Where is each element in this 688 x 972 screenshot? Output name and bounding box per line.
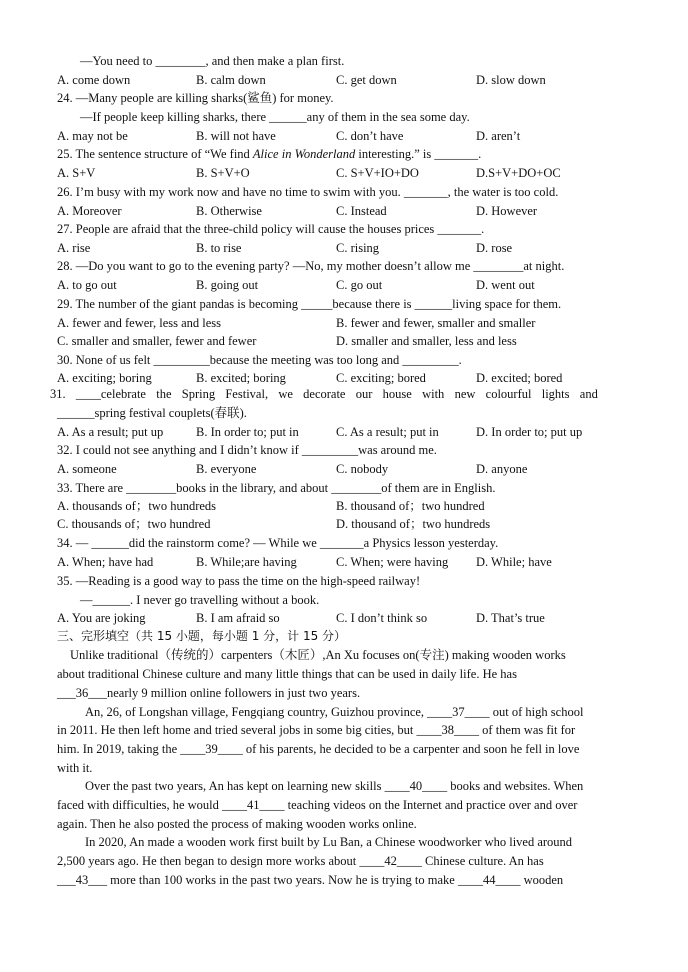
passage-line bbox=[0, 759, 688, 777]
option-c[interactable]: C. nobody bbox=[336, 462, 389, 476]
option-c[interactable]: C. go out bbox=[336, 278, 383, 292]
passage-text: in 2011. He then left home and tried several jobs in some big cities, but ____38____ of them was fit for bbox=[57, 723, 576, 737]
option-c[interactable]: C. Instead bbox=[336, 204, 387, 218]
question-text: 29. The number of the giant pandas is becoming _____because there is ______living space for them. bbox=[57, 297, 562, 311]
passage-line bbox=[0, 833, 688, 851]
question-text: 26. I’m busy with my work now and have no time to swim with you. _______, the water is too cold. bbox=[57, 185, 559, 199]
passage-line bbox=[0, 665, 688, 683]
option-a[interactable]: A. to go out bbox=[57, 278, 117, 292]
passage-line bbox=[0, 796, 688, 814]
option-b[interactable]: B. going out bbox=[196, 278, 259, 292]
question-35-stem-2 bbox=[0, 591, 688, 609]
passage-text: 2,500 years ago. He then began to design more works about ____42____ Chinese culture. An has bbox=[57, 854, 544, 868]
option-b[interactable]: B. fewer and fewer, smaller and smaller bbox=[336, 316, 536, 330]
option-c[interactable]: C. smaller and smaller, fewer and fewer bbox=[57, 334, 257, 348]
option-b[interactable]: B. excited; boring bbox=[196, 371, 286, 385]
question-text: —______. I never go travelling without a book. bbox=[80, 593, 320, 607]
option-c[interactable]: C. thousands of；two hundred bbox=[57, 517, 211, 531]
option-a[interactable]: A. As a result; put up bbox=[57, 425, 164, 439]
passage-line bbox=[0, 852, 688, 870]
question-29-options-row-1 bbox=[0, 314, 688, 332]
question-33-stem bbox=[0, 479, 688, 497]
passage-text: Over the past two years, An has kept on learning new skills ____40____ books and websites. When bbox=[85, 779, 584, 793]
section-heading bbox=[0, 627, 688, 645]
question-text: 33. There are ________books in the library, and about ________of them are in English. bbox=[57, 481, 496, 495]
option-a[interactable]: A. may not be bbox=[57, 129, 128, 143]
option-b[interactable]: B. While;are having bbox=[196, 555, 297, 569]
question-23-options bbox=[0, 71, 688, 89]
option-b[interactable]: B. thousand of；two hundred bbox=[336, 499, 485, 513]
question-text: 30. None of us felt _________because the meeting was too long and _________. bbox=[57, 353, 462, 367]
option-c[interactable]: C. When; were having bbox=[336, 555, 449, 569]
question-29-stem bbox=[0, 295, 688, 313]
option-a[interactable]: A. You are joking bbox=[57, 611, 146, 625]
passage-line bbox=[0, 721, 688, 739]
passage-text: with it. bbox=[57, 761, 93, 775]
section-title: 三、完形填空（共 15 小题，每小题 1 分，计 15 分） bbox=[57, 629, 347, 643]
question-text: —If people keep killing sharks, there ______any of them in the sea some day. bbox=[80, 110, 470, 124]
question-29-options-row-2 bbox=[0, 332, 688, 350]
question-text: 28. —Do you want to go to the evening party? —No, my mother doesn’t allow me ________at night. bbox=[57, 259, 565, 273]
question-32-stem bbox=[0, 441, 688, 459]
option-a[interactable]: A. S+V bbox=[57, 166, 96, 180]
option-a[interactable]: A. exciting; boring bbox=[57, 371, 152, 385]
option-d[interactable]: D. In order to; put up bbox=[476, 425, 583, 439]
question-text: 34. — ______did the rainstorm come? — While we _______a Physics lesson yesterday. bbox=[57, 536, 499, 550]
option-a[interactable]: A. thousands of；two hundreds bbox=[57, 499, 217, 513]
passage-line bbox=[0, 740, 688, 758]
option-b[interactable]: B. S+V+O bbox=[196, 166, 250, 180]
question-33-options-row-2 bbox=[0, 515, 688, 533]
option-b[interactable]: B. everyone bbox=[196, 462, 257, 476]
option-d[interactable]: D. While; have bbox=[476, 555, 552, 569]
passage-line bbox=[0, 777, 688, 795]
option-a[interactable]: A. When; have had bbox=[57, 555, 154, 569]
passage-line bbox=[0, 646, 688, 664]
question-27-options bbox=[0, 239, 688, 257]
passage-text: about traditional Chinese culture and many little things that can be used in daily life. He has bbox=[57, 667, 517, 681]
passage-text: again. Then he also posted the process of making wooden works online. bbox=[57, 817, 417, 831]
question-23-stem bbox=[0, 52, 688, 70]
question-33-options-row-1 bbox=[0, 497, 688, 515]
option-c[interactable]: C. don’t have bbox=[336, 129, 404, 143]
option-c[interactable]: C. As a result; put in bbox=[336, 425, 439, 439]
question-28-stem bbox=[0, 257, 688, 275]
question-25-stem bbox=[0, 145, 688, 163]
passage-text: him. In 2019, taking the ____39____ of his parents, he decided to be a carpenter and soon he fell in love bbox=[57, 742, 580, 756]
option-c[interactable]: C. rising bbox=[336, 241, 380, 255]
question-26-stem bbox=[0, 183, 688, 201]
option-b[interactable]: B. In order to; put in bbox=[196, 425, 299, 439]
option-b[interactable]: B. I am afraid so bbox=[196, 611, 280, 625]
option-d[interactable]: D. thousand of；two hundreds bbox=[336, 517, 491, 531]
question-28-options bbox=[0, 276, 688, 294]
passage-line bbox=[0, 815, 688, 833]
question-25-options bbox=[0, 164, 688, 182]
question-34-options bbox=[0, 553, 688, 571]
passage-text: In 2020, An made a wooden work first built by Lu Ban, a Chinese woodworker who lived around bbox=[85, 835, 573, 849]
option-b[interactable]: B. will not have bbox=[196, 129, 276, 143]
option-d[interactable]: D. smaller and smaller, less and less bbox=[336, 334, 517, 348]
question-24-stem-2 bbox=[0, 108, 688, 126]
question-text: 32. I could not see anything and I didn’t know if _________was around me. bbox=[57, 443, 437, 457]
question-34-stem bbox=[0, 534, 688, 552]
option-a[interactable]: A. rise bbox=[57, 241, 91, 255]
question-31-stem-2 bbox=[0, 404, 688, 422]
question-26-options bbox=[0, 202, 688, 220]
passage-line bbox=[0, 703, 688, 721]
question-24-options bbox=[0, 127, 688, 145]
passage-line bbox=[0, 871, 688, 889]
option-d[interactable]: D. anyone bbox=[476, 462, 528, 476]
question-27-stem bbox=[0, 220, 688, 238]
option-a[interactable]: A. Moreover bbox=[57, 204, 122, 218]
question-text: 31. ____celebrate the Spring Festival, we decorate our house with new colourful lights and bbox=[50, 387, 598, 401]
option-d[interactable]: D. excited; bored bbox=[476, 371, 563, 385]
option-b[interactable]: B. to rise bbox=[196, 241, 242, 255]
option-c[interactable]: C. S+V+IO+DO bbox=[336, 166, 419, 180]
option-c[interactable]: C. exciting; bored bbox=[336, 371, 426, 385]
option-a[interactable]: A. come down bbox=[57, 73, 131, 87]
option-d[interactable]: D. That’s true bbox=[476, 611, 545, 625]
option-c[interactable]: C. I don’t think so bbox=[336, 611, 428, 625]
passage-text: An, 26, of Longshan village, Fengqiang country, Guizhou province, ____37____ out of high school bbox=[85, 705, 584, 719]
question-text: 27. People are afraid that the three-child policy will cause the houses prices _______. bbox=[57, 222, 485, 236]
option-d[interactable]: D. However bbox=[476, 204, 538, 218]
option-d[interactable]: D.S+V+DO+OC bbox=[476, 166, 561, 180]
passage-line bbox=[0, 684, 688, 702]
passage-text: Unlike traditional（传统的）carpenters（木匠）,An Xu focuses on(专注) making wooden works bbox=[70, 648, 566, 662]
option-b[interactable]: B. calm down bbox=[196, 73, 266, 87]
question-text: 24. —Many people are killing sharks(鲨鱼) for money. bbox=[57, 91, 334, 105]
question-32-options bbox=[0, 460, 688, 478]
question-text: —You need to ________, and then make a plan first. bbox=[80, 54, 345, 68]
question-35-options bbox=[0, 609, 688, 627]
question-30-stem bbox=[0, 351, 688, 369]
option-d[interactable]: D. rose bbox=[476, 241, 513, 255]
question-text: ______spring festival couplets(春联). bbox=[57, 406, 247, 420]
option-a[interactable]: A. fewer and fewer, less and less bbox=[57, 316, 222, 330]
question-text: 25. The sentence structure of “We find Alice in Wonderland interesting.” is _______. bbox=[57, 147, 482, 161]
option-b[interactable]: B. Otherwise bbox=[196, 204, 262, 218]
option-c[interactable]: C. get down bbox=[336, 73, 397, 87]
passage-text: faced with difficulties, he would ____41____ teaching videos on the Internet and practice over and over bbox=[57, 798, 578, 812]
option-d[interactable]: D. went out bbox=[476, 278, 535, 292]
option-d[interactable]: D. slow down bbox=[476, 73, 546, 87]
question-31-stem bbox=[0, 385, 688, 403]
question-35-stem bbox=[0, 572, 688, 590]
question-31-options bbox=[0, 423, 688, 441]
passage-text: ___43___ more than 100 works in the past two years. Now he is trying to make ____44____ wooden bbox=[57, 873, 564, 887]
option-d[interactable]: D. aren’t bbox=[476, 129, 521, 143]
passage-text: ___36___nearly 9 million online followers in just two years. bbox=[57, 686, 361, 700]
question-text: 35. —Reading is a good way to pass the time on the high-speed railway! bbox=[57, 574, 421, 588]
question-24-stem bbox=[0, 89, 688, 107]
option-a[interactable]: A. someone bbox=[57, 462, 117, 476]
italic-title: Alice in Wonderland bbox=[252, 147, 356, 161]
